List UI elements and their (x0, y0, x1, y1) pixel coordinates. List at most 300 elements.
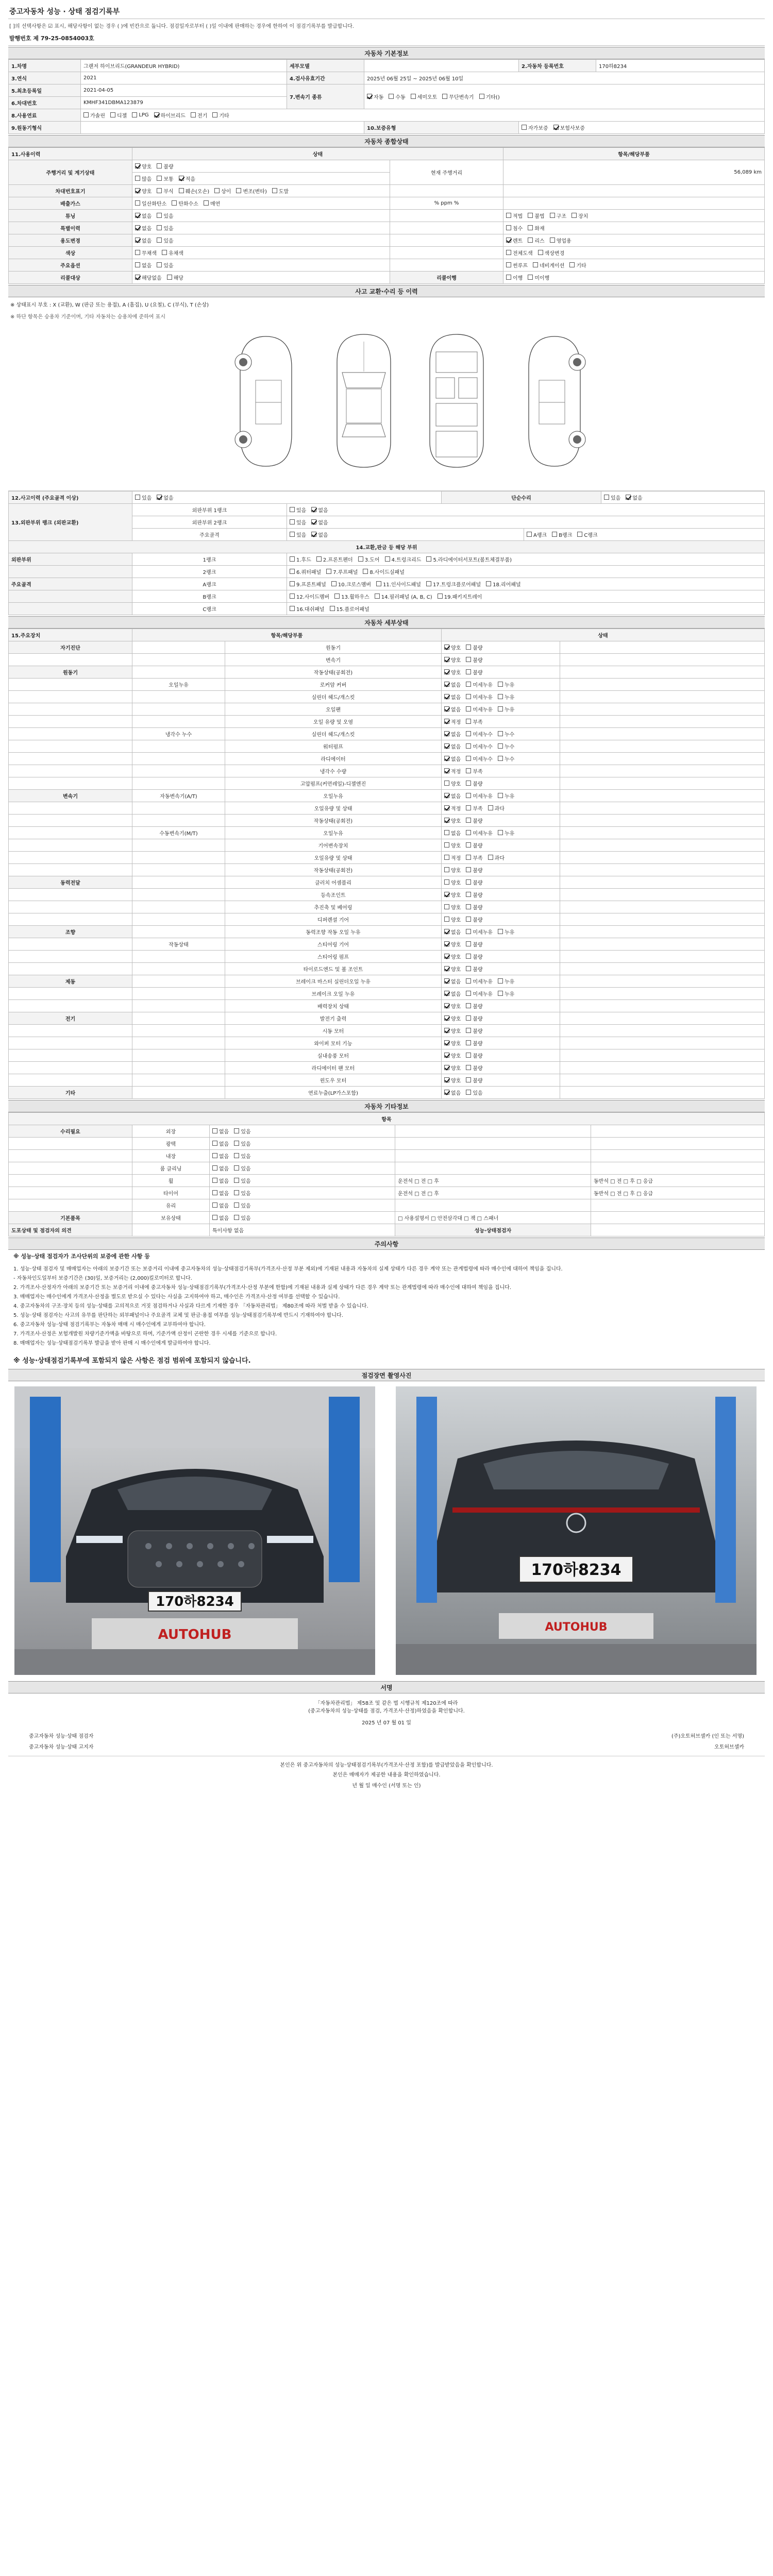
checkbox-icon[interactable] (498, 991, 503, 996)
frame-part-option[interactable] (290, 568, 321, 575)
detail-status-option[interactable] (488, 854, 505, 861)
frame-part-option[interactable] (290, 580, 326, 588)
checkbox-icon[interactable] (466, 855, 471, 860)
checkbox-icon[interactable] (162, 250, 167, 255)
summary-option[interactable] (214, 187, 231, 195)
fuel-options-option[interactable] (132, 112, 148, 118)
checkbox-icon[interactable] (498, 743, 503, 749)
mileage-level-options-option[interactable] (179, 175, 195, 182)
checkbox-icon[interactable] (466, 941, 471, 946)
summary-extra-option[interactable] (506, 249, 533, 257)
detail-status-option[interactable] (466, 1027, 482, 1035)
detail-status-option[interactable] (444, 1039, 461, 1047)
detail-status-option[interactable] (498, 792, 514, 800)
checkbox-icon[interactable] (498, 706, 503, 711)
checkbox-icon[interactable] (444, 991, 449, 996)
checkbox-icon[interactable] (466, 793, 471, 798)
checkbox-icon[interactable] (466, 978, 471, 984)
checkbox-icon[interactable] (236, 188, 241, 193)
summary-option[interactable] (135, 224, 152, 232)
other-option[interactable] (234, 1177, 250, 1184)
checkbox-icon[interactable] (272, 188, 277, 193)
other-option[interactable] (212, 1152, 229, 1160)
checkbox-icon[interactable] (444, 941, 449, 946)
checkbox-icon[interactable] (604, 495, 609, 500)
checkbox-icon[interactable] (290, 519, 295, 524)
checkbox-icon[interactable] (334, 594, 340, 599)
checkbox-icon[interactable] (498, 756, 503, 761)
detail-status-option[interactable] (466, 866, 482, 874)
detail-status-option[interactable] (444, 718, 461, 725)
checkbox-icon[interactable] (444, 867, 449, 872)
summary-option[interactable] (135, 212, 152, 219)
checkbox-icon[interactable] (506, 238, 511, 243)
detail-status-option[interactable] (498, 742, 514, 750)
checkbox-icon[interactable] (135, 275, 140, 280)
other-option[interactable] (234, 1127, 250, 1135)
checkbox-icon[interactable] (466, 645, 471, 650)
checkbox-icon[interactable] (538, 250, 543, 255)
detail-status-option[interactable] (466, 1002, 482, 1010)
detail-status-option[interactable] (444, 990, 461, 997)
detail-status-option[interactable] (498, 755, 514, 762)
checkbox-icon[interactable] (444, 929, 449, 934)
detail-status-option[interactable] (498, 730, 514, 738)
checkbox-icon[interactable] (466, 917, 471, 922)
other-option[interactable] (234, 1164, 250, 1172)
checkbox-icon[interactable] (466, 1090, 471, 1095)
summary-extra-option[interactable] (569, 261, 586, 269)
checkbox-icon[interactable] (466, 1077, 471, 1082)
checkbox-icon[interactable] (444, 694, 449, 699)
checkbox-icon[interactable] (444, 669, 449, 674)
checkbox-icon[interactable] (444, 966, 449, 971)
checkbox-icon[interactable] (311, 532, 316, 537)
checkbox-icon[interactable] (135, 188, 140, 193)
summary-option[interactable] (172, 199, 198, 207)
checkbox-icon[interactable] (466, 991, 471, 996)
accident-history-options-option[interactable] (135, 494, 152, 501)
checkbox-icon[interactable] (110, 112, 115, 117)
summary-option[interactable] (135, 236, 152, 244)
checkbox-icon[interactable] (444, 879, 449, 885)
panel-rank2-options-option[interactable] (290, 518, 306, 526)
detail-status-option[interactable] (444, 891, 461, 899)
checkbox-icon[interactable] (157, 163, 162, 168)
frame-part-option[interactable] (363, 568, 405, 575)
summary-option[interactable] (157, 261, 173, 269)
checkbox-icon[interactable] (157, 262, 162, 267)
summary-extra-option[interactable] (550, 236, 572, 244)
detail-status-option[interactable] (466, 878, 482, 886)
checkbox-icon[interactable] (212, 1128, 217, 1133)
checkbox-icon[interactable] (466, 904, 471, 909)
checkbox-icon[interactable] (135, 200, 140, 206)
checkbox-icon[interactable] (466, 1040, 471, 1045)
checkbox-icon[interactable] (444, 978, 449, 984)
checkbox-icon[interactable] (498, 978, 503, 984)
checkbox-icon[interactable] (486, 581, 491, 586)
detail-status-option[interactable] (466, 903, 482, 911)
detail-status-option[interactable] (444, 804, 461, 812)
detail-status-option[interactable] (466, 1039, 482, 1047)
checkbox-icon[interactable] (444, 954, 449, 959)
main-frame-options-option[interactable] (290, 531, 306, 538)
checkbox-icon[interactable] (466, 781, 471, 786)
checkbox-icon[interactable] (444, 1015, 449, 1021)
detail-status-option[interactable] (466, 829, 493, 837)
checkbox-icon[interactable] (375, 594, 380, 599)
checkbox-icon[interactable] (290, 556, 295, 562)
summary-extra-option[interactable] (506, 261, 528, 269)
checkbox-icon[interactable] (444, 830, 449, 835)
summary-option[interactable] (135, 187, 152, 195)
summary-extra-option[interactable] (528, 274, 549, 281)
detail-status-option[interactable] (444, 705, 461, 713)
checkbox-icon[interactable] (466, 694, 471, 699)
detail-status-option[interactable] (498, 705, 514, 713)
checkbox-icon[interactable] (466, 1003, 471, 1008)
detail-status-option[interactable] (466, 643, 482, 651)
checkbox-icon[interactable] (444, 657, 449, 662)
checkbox-icon[interactable] (466, 768, 471, 773)
checkbox-icon[interactable] (466, 756, 471, 761)
checkbox-icon[interactable] (132, 112, 137, 117)
main-frame-options-option[interactable] (311, 531, 328, 538)
checkbox-icon[interactable] (212, 1165, 217, 1171)
checkbox-icon[interactable] (498, 682, 503, 687)
detail-status-option[interactable] (466, 841, 482, 849)
checkbox-icon[interactable] (234, 1178, 239, 1183)
other-option[interactable] (212, 1189, 229, 1197)
detail-status-option[interactable] (466, 940, 482, 948)
detail-status-option[interactable] (466, 965, 482, 973)
detail-status-option[interactable] (444, 965, 461, 973)
detail-status-option[interactable] (466, 928, 493, 936)
detail-status-option[interactable] (444, 643, 461, 651)
detail-status-option[interactable] (444, 1089, 461, 1096)
checkbox-icon[interactable] (157, 238, 162, 243)
checkbox-icon[interactable] (444, 706, 449, 711)
checkbox-icon[interactable] (498, 793, 503, 798)
checkbox-icon[interactable] (498, 731, 503, 736)
detail-status-option[interactable] (466, 730, 493, 738)
checkbox-icon[interactable] (572, 213, 577, 218)
checkbox-icon[interactable] (234, 1141, 239, 1146)
checkbox-icon[interactable] (212, 1141, 217, 1146)
checkbox-icon[interactable] (444, 1053, 449, 1058)
frame-part-option[interactable] (326, 568, 358, 575)
checkbox-icon[interactable] (426, 556, 431, 562)
summary-option[interactable] (162, 249, 183, 257)
other-option[interactable] (234, 1152, 250, 1160)
checkbox-icon[interactable] (444, 1040, 449, 1045)
detail-status-option[interactable] (444, 1052, 461, 1059)
detail-status-option[interactable] (444, 1027, 461, 1035)
checkbox-icon[interactable] (444, 1065, 449, 1070)
checkbox-icon[interactable] (212, 1190, 217, 1195)
frame-part-option[interactable] (358, 555, 380, 563)
checkbox-icon[interactable] (553, 125, 559, 130)
checkbox-icon[interactable] (234, 1215, 239, 1220)
checkbox-icon[interactable] (444, 855, 449, 860)
checkbox-icon[interactable] (466, 842, 471, 848)
checkbox-icon[interactable] (135, 213, 140, 218)
checkbox-icon[interactable] (331, 581, 337, 586)
main-frame-rank-options-option[interactable] (527, 531, 547, 538)
checkbox-icon[interactable] (444, 781, 449, 786)
other-option[interactable] (212, 1201, 229, 1209)
checkbox-icon[interactable] (212, 1178, 217, 1183)
checkbox-icon[interactable] (466, 731, 471, 736)
detail-status-option[interactable] (466, 656, 482, 664)
detail-status-option[interactable] (444, 742, 461, 750)
detail-status-option[interactable] (466, 1089, 482, 1096)
checkbox-icon[interactable] (506, 225, 511, 230)
other-option[interactable] (234, 1201, 250, 1209)
other-option[interactable] (212, 1140, 229, 1147)
frame-part-option[interactable] (385, 555, 422, 563)
checkbox-icon[interactable] (326, 569, 331, 574)
detail-status-option[interactable] (466, 977, 493, 985)
checkbox-icon[interactable] (522, 125, 527, 130)
checkbox-icon[interactable] (135, 495, 140, 500)
checkbox-icon[interactable] (290, 606, 295, 611)
summary-option[interactable] (135, 261, 152, 269)
detail-status-option[interactable] (444, 779, 461, 787)
checkbox-icon[interactable] (466, 818, 471, 823)
checkbox-icon[interactable] (466, 966, 471, 971)
checkbox-icon[interactable] (376, 581, 381, 586)
frame-part-option[interactable] (334, 592, 369, 600)
frame-part-option[interactable] (330, 605, 369, 613)
detail-status-option[interactable] (498, 693, 514, 701)
checkbox-icon[interactable] (411, 94, 416, 99)
summary-extra-option[interactable] (528, 224, 544, 232)
summary-option[interactable] (167, 274, 183, 281)
summary-extra-option[interactable] (528, 236, 544, 244)
checkbox-icon[interactable] (157, 176, 162, 181)
detail-status-option[interactable] (498, 977, 514, 985)
detail-status-option[interactable] (444, 730, 461, 738)
checkbox-icon[interactable] (466, 657, 471, 662)
accident-history-options-option[interactable] (157, 494, 173, 501)
checkbox-icon[interactable] (498, 929, 503, 934)
summary-option[interactable] (157, 212, 173, 219)
frame-part-option[interactable] (375, 592, 432, 600)
checkbox-icon[interactable] (311, 507, 316, 512)
checkbox-icon[interactable] (466, 954, 471, 959)
checkbox-icon[interactable] (444, 768, 449, 773)
checkbox-icon[interactable] (466, 719, 471, 724)
detail-status-option[interactable] (466, 792, 493, 800)
mileage-level-options-option[interactable] (157, 175, 173, 182)
detail-status-option[interactable] (466, 854, 482, 861)
detail-status-option[interactable] (444, 1064, 461, 1072)
detail-status-option[interactable] (498, 990, 514, 997)
other-option[interactable] (234, 1214, 250, 1222)
checkbox-icon[interactable] (358, 556, 363, 562)
warranty-options-option[interactable] (553, 124, 585, 131)
detail-status-option[interactable] (466, 990, 493, 997)
fuel-options-option[interactable] (83, 111, 105, 119)
detail-status-option[interactable] (498, 829, 514, 837)
checkbox-icon[interactable] (212, 112, 217, 117)
detail-status-option[interactable] (444, 656, 461, 664)
summary-option[interactable] (236, 187, 266, 195)
checkbox-icon[interactable] (444, 1090, 449, 1095)
checkbox-icon[interactable] (444, 1028, 449, 1033)
checkbox-icon[interactable] (466, 1028, 471, 1033)
checkbox-icon[interactable] (290, 581, 295, 586)
detail-status-option[interactable] (444, 928, 461, 936)
detail-status-option[interactable] (488, 804, 505, 812)
checkbox-icon[interactable] (550, 238, 555, 243)
checkbox-icon[interactable] (488, 855, 493, 860)
checkbox-icon[interactable] (157, 213, 162, 218)
panel-rank1-options-option[interactable] (290, 506, 306, 514)
frame-part-option[interactable] (331, 580, 371, 588)
other-option[interactable] (234, 1189, 250, 1197)
checkbox-icon[interactable] (528, 275, 533, 280)
checkbox-icon[interactable] (550, 213, 555, 218)
detail-status-option[interactable] (444, 940, 461, 948)
simple-repair-options-option[interactable] (626, 494, 642, 501)
summary-option[interactable] (157, 224, 173, 232)
checkbox-icon[interactable] (234, 1165, 239, 1171)
detail-status-option[interactable] (466, 1064, 482, 1072)
detail-status-option[interactable] (444, 829, 461, 837)
checkbox-icon[interactable] (234, 1190, 239, 1195)
detail-status-option[interactable] (466, 755, 493, 762)
frame-part-option[interactable] (290, 592, 329, 600)
checkbox-icon[interactable] (157, 188, 162, 193)
detail-status-option[interactable] (444, 693, 461, 701)
fuel-options-option[interactable] (191, 111, 207, 119)
checkbox-icon[interactable] (212, 1215, 217, 1220)
detail-status-option[interactable] (466, 817, 482, 824)
checkbox-icon[interactable] (479, 94, 484, 99)
checkbox-icon[interactable] (444, 743, 449, 749)
detail-status-option[interactable] (498, 928, 514, 936)
checkbox-icon[interactable] (444, 645, 449, 650)
fuel-options-option[interactable] (212, 111, 229, 119)
checkbox-icon[interactable] (179, 176, 184, 181)
checkbox-icon[interactable] (157, 495, 162, 500)
transmission-options-option[interactable] (479, 93, 500, 100)
frame-part-option[interactable] (316, 555, 353, 563)
checkbox-icon[interactable] (135, 176, 140, 181)
detail-status-option[interactable] (466, 693, 493, 701)
detail-status-option[interactable] (466, 742, 493, 750)
detail-status-option[interactable] (466, 1076, 482, 1084)
checkbox-icon[interactable] (444, 805, 449, 810)
summary-extra-option[interactable] (533, 261, 564, 269)
checkbox-icon[interactable] (506, 213, 511, 218)
checkbox-icon[interactable] (444, 904, 449, 909)
checkbox-icon[interactable] (311, 519, 316, 524)
checkbox-icon[interactable] (466, 1015, 471, 1021)
detail-status-option[interactable] (466, 718, 482, 725)
detail-status-option[interactable] (466, 891, 482, 899)
main-frame-rank-options-option[interactable] (552, 531, 572, 538)
checkbox-icon[interactable] (135, 163, 140, 168)
detail-status-option[interactable] (466, 953, 482, 960)
checkbox-icon[interactable] (363, 569, 368, 574)
detail-status-option[interactable] (444, 792, 461, 800)
checkbox-icon[interactable] (234, 1128, 239, 1133)
checkbox-icon[interactable] (466, 929, 471, 934)
checkbox-icon[interactable] (533, 262, 538, 267)
checkbox-icon[interactable] (569, 262, 575, 267)
warranty-options-option[interactable] (522, 124, 548, 131)
checkbox-icon[interactable] (316, 556, 322, 562)
detail-status-option[interactable] (466, 1052, 482, 1059)
detail-status-option[interactable] (444, 953, 461, 960)
checkbox-icon[interactable] (290, 594, 295, 599)
summary-option[interactable] (135, 249, 157, 257)
detail-status-option[interactable] (466, 804, 482, 812)
summary-extra-option[interactable] (550, 212, 566, 219)
checkbox-icon[interactable] (528, 238, 533, 243)
frame-part-option[interactable] (438, 592, 482, 600)
checkbox-icon[interactable] (157, 225, 162, 230)
checkbox-icon[interactable] (626, 495, 631, 500)
checkbox-icon[interactable] (234, 1202, 239, 1208)
checkbox-icon[interactable] (444, 917, 449, 922)
summary-option[interactable] (135, 199, 166, 207)
checkbox-icon[interactable] (466, 682, 471, 687)
frame-part-option[interactable] (426, 555, 512, 563)
checkbox-icon[interactable] (466, 743, 471, 749)
frame-part-option[interactable] (290, 605, 325, 613)
checkbox-icon[interactable] (466, 892, 471, 897)
checkbox-icon[interactable] (577, 532, 582, 537)
summary-extra-option[interactable] (572, 212, 588, 219)
detail-status-option[interactable] (444, 755, 461, 762)
detail-status-option[interactable] (444, 817, 461, 824)
summary-option[interactable] (157, 187, 173, 195)
detail-status-option[interactable] (444, 668, 461, 676)
detail-status-option[interactable] (444, 854, 461, 861)
checkbox-icon[interactable] (444, 1003, 449, 1008)
detail-status-option[interactable] (466, 668, 482, 676)
detail-status-option[interactable] (444, 866, 461, 874)
panel-rank1-options-option[interactable] (311, 506, 328, 514)
checkbox-icon[interactable] (389, 94, 394, 99)
checkbox-icon[interactable] (367, 94, 372, 99)
frame-part-option[interactable] (426, 580, 481, 588)
summary-extra-option[interactable] (506, 274, 523, 281)
detail-status-option[interactable] (466, 1014, 482, 1022)
detail-status-option[interactable] (466, 916, 482, 923)
checkbox-icon[interactable] (466, 706, 471, 711)
checkbox-icon[interactable] (444, 719, 449, 724)
transmission-options-option[interactable] (411, 93, 438, 100)
main-frame-rank-options-option[interactable] (577, 531, 597, 538)
checkbox-icon[interactable] (83, 112, 89, 117)
other-option[interactable] (212, 1214, 229, 1222)
mileage-gauge-options-option[interactable] (135, 162, 152, 170)
other-option[interactable] (212, 1127, 229, 1135)
checkbox-icon[interactable] (466, 669, 471, 674)
frame-part-option[interactable] (376, 580, 421, 588)
checkbox-icon[interactable] (135, 238, 140, 243)
checkbox-icon[interactable] (385, 556, 390, 562)
detail-status-option[interactable] (444, 1076, 461, 1084)
summary-option[interactable] (204, 199, 220, 207)
transmission-options-option[interactable] (367, 93, 383, 100)
